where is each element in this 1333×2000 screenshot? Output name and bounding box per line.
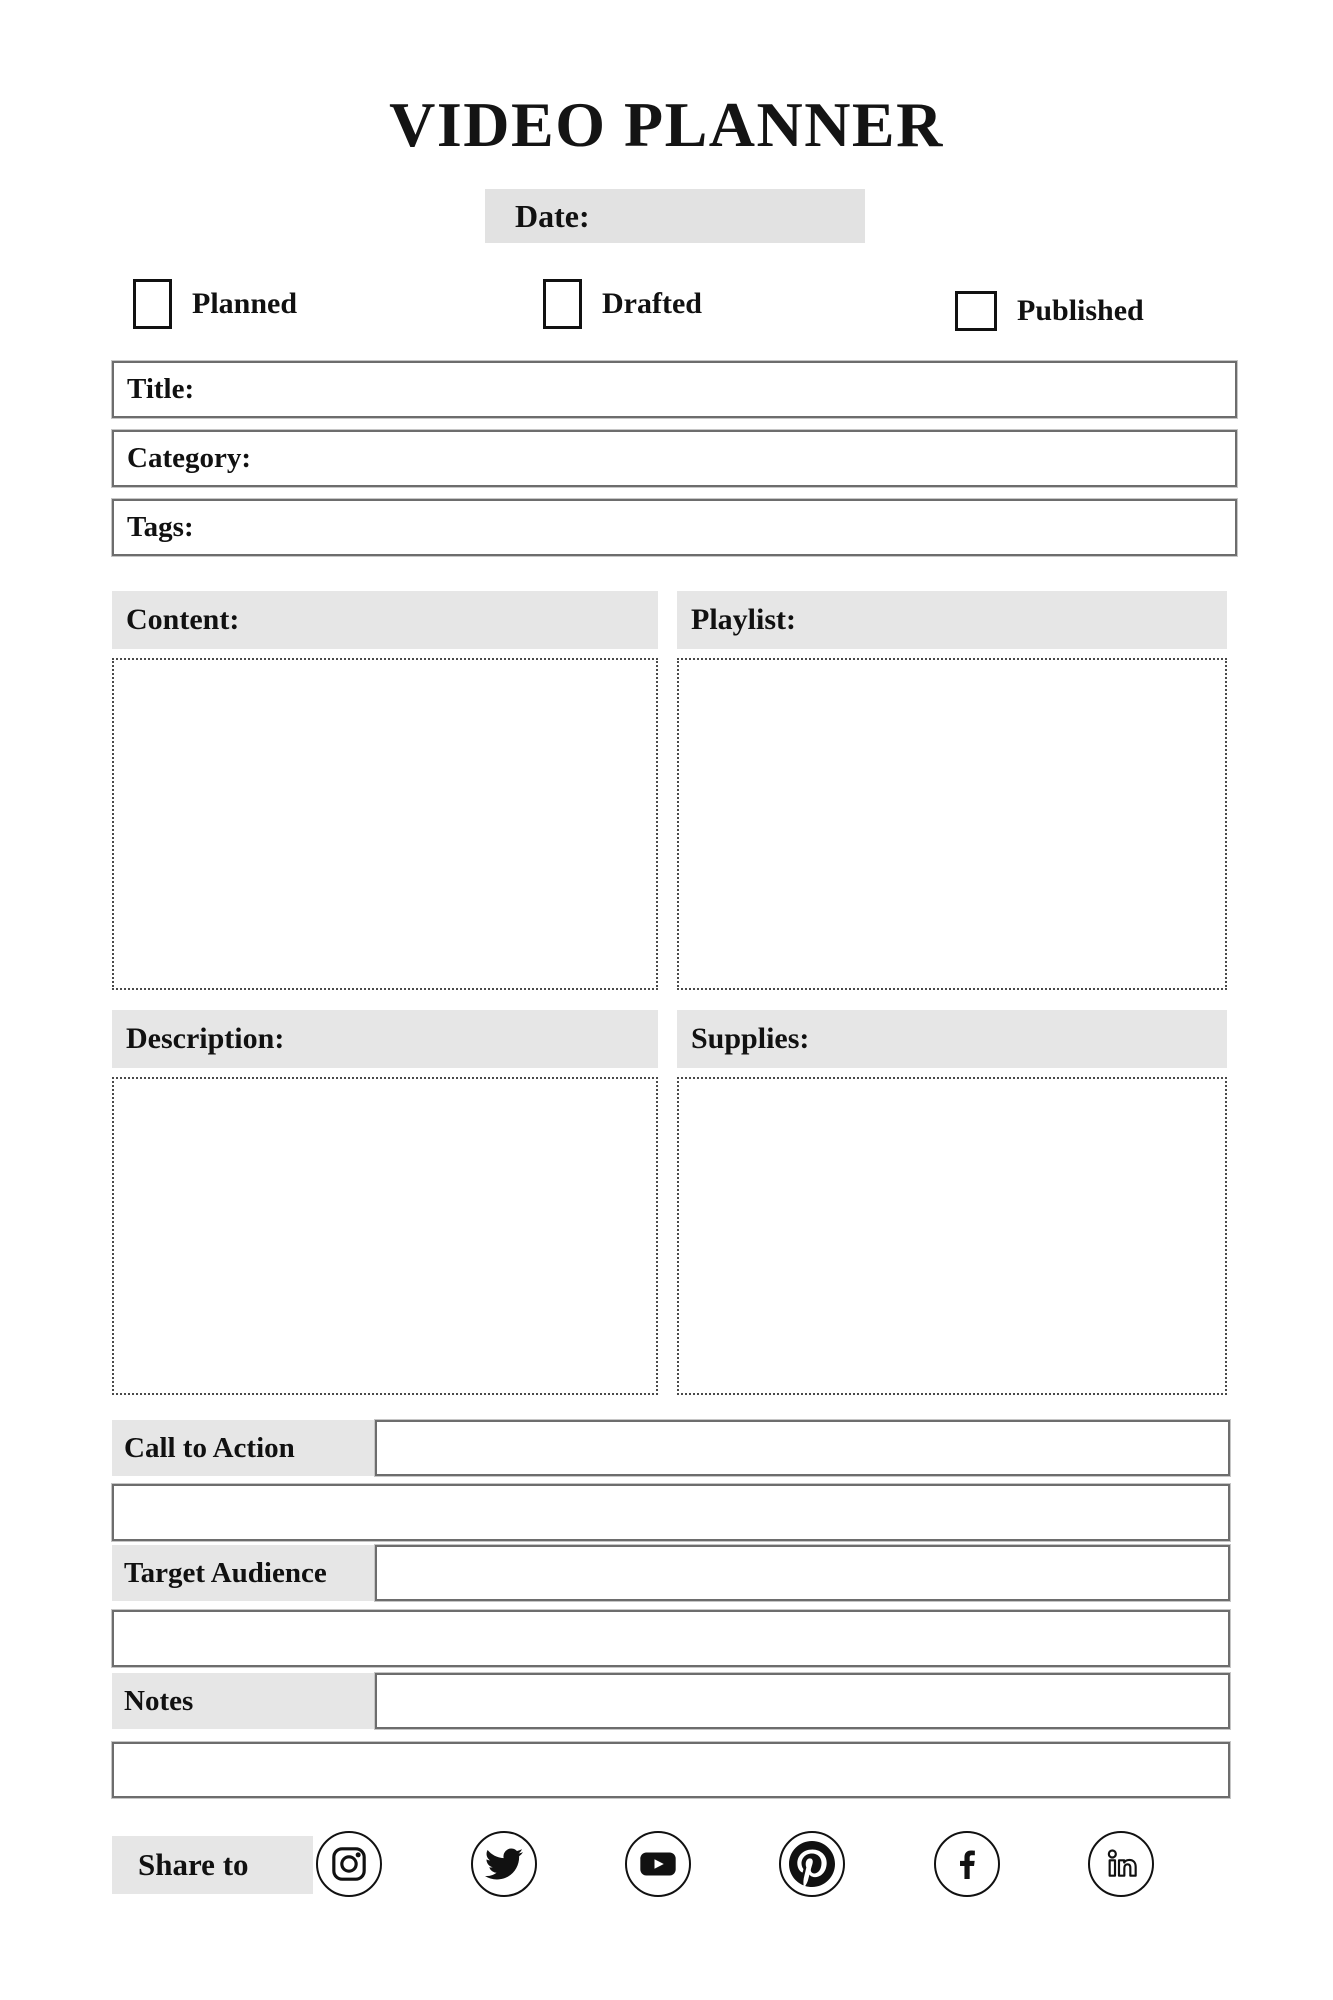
target-audience-label: Target Audience [124, 1556, 327, 1589]
tags-field-label: Tags: [127, 511, 194, 543]
description-header-label: Description: [126, 1022, 285, 1055]
instagram-button[interactable] [316, 1831, 382, 1897]
drafted-checkbox[interactable] [543, 279, 582, 329]
call-to-action-input[interactable] [375, 1420, 1230, 1476]
status-group-published [955, 287, 1144, 335]
notes-header [112, 1673, 375, 1729]
pinterest-icon [789, 1841, 835, 1887]
title-field-label: Title: [127, 373, 195, 405]
youtube-icon [637, 1843, 679, 1885]
drafted-label: Drafted [602, 287, 702, 320]
category-field[interactable] [112, 430, 1237, 487]
description-header [112, 1010, 658, 1068]
target-audience-header [112, 1545, 375, 1601]
content-header-label: Content: [126, 603, 240, 636]
planned-label: Planned [192, 287, 298, 320]
facebook-button[interactable] [934, 1831, 1000, 1897]
status-group-planned [133, 280, 297, 328]
twitter-button[interactable] [471, 1831, 537, 1897]
playlist-header-label: Playlist: [691, 603, 796, 636]
share-to-header [112, 1836, 313, 1894]
target-audience-input[interactable] [375, 1545, 1230, 1601]
twitter-icon [485, 1845, 523, 1883]
supplies-header-label: Supplies: [691, 1022, 810, 1055]
notes-label: Notes [124, 1684, 194, 1717]
call-to-action-header [112, 1420, 375, 1476]
tags-field[interactable] [112, 499, 1237, 556]
notes-extra-line[interactable] [112, 1742, 1230, 1798]
published-checkbox[interactable] [955, 291, 997, 331]
call-to-action-label: Call to Action [124, 1431, 295, 1464]
pinterest-button[interactable] [779, 1831, 845, 1897]
description-notes-box[interactable] [112, 1077, 658, 1395]
supplies-header [677, 1010, 1227, 1068]
target-audience-extra-line[interactable] [112, 1610, 1230, 1667]
playlist-header [677, 591, 1227, 649]
date-bar[interactable] [485, 189, 865, 243]
status-group-drafted [543, 280, 702, 328]
share-to-label: Share to [138, 1847, 249, 1882]
content-notes-box[interactable] [112, 658, 658, 990]
page-title: VIDEO PLANNER [389, 89, 944, 160]
facebook-icon [947, 1844, 987, 1884]
linkedin-icon [1101, 1844, 1141, 1884]
linkedin-button[interactable] [1088, 1831, 1154, 1897]
title-field[interactable] [112, 361, 1237, 418]
supplies-notes-box[interactable] [677, 1077, 1227, 1395]
notes-input[interactable] [375, 1673, 1230, 1729]
category-field-label: Category: [127, 442, 252, 474]
planned-checkbox[interactable] [133, 279, 172, 329]
content-header [112, 591, 658, 649]
call-to-action-extra-line[interactable] [112, 1484, 1230, 1541]
date-label: Date: [515, 197, 590, 234]
instagram-icon [329, 1844, 369, 1884]
published-label: Published [1017, 294, 1144, 327]
playlist-notes-box[interactable] [677, 658, 1227, 990]
youtube-button[interactable] [625, 1831, 691, 1897]
